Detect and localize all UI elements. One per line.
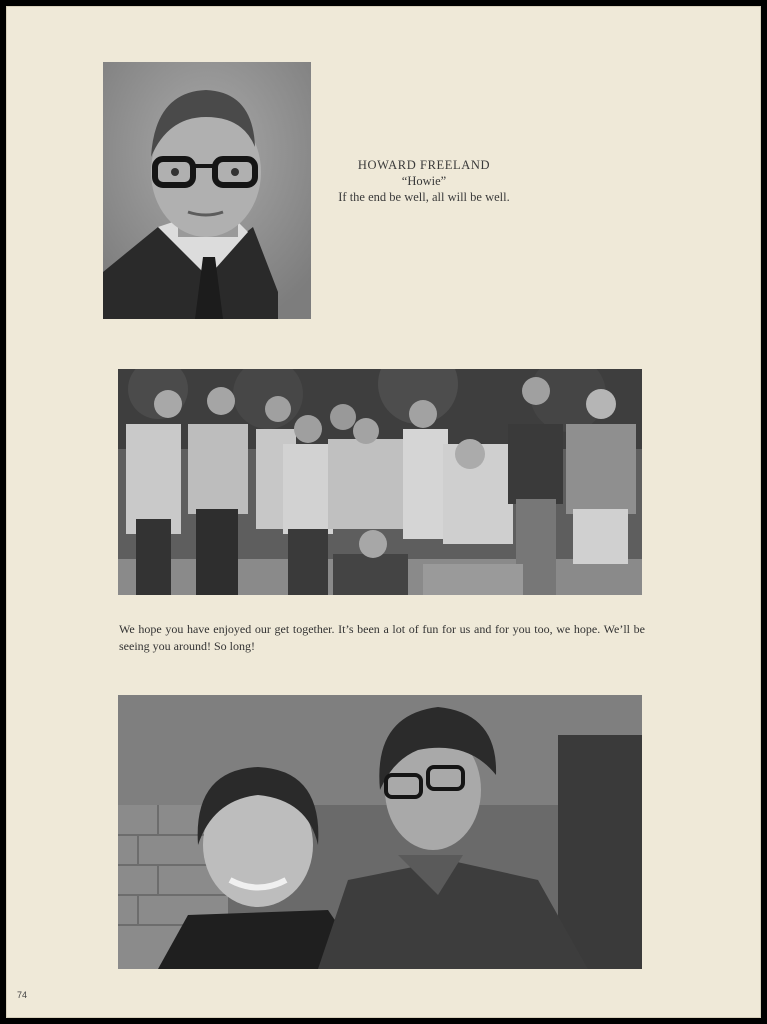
- farewell-message: We hope you have enjoyed our get together. It’s been a lot of fun for us and for you too, we hope. We’ll be seeing you around! So long!: [119, 622, 645, 653]
- student-quote: If the end be well, all will be well.: [338, 190, 510, 204]
- senior-portrait-photo: [103, 62, 311, 319]
- student-nickname: “Howie”: [401, 174, 447, 188]
- page-number: 74: [17, 990, 28, 1000]
- group-photo: [118, 369, 642, 595]
- student-name: HOWARD FREELAND: [357, 158, 491, 172]
- portrait-caption: [324, 157, 524, 205]
- candid-photo: [118, 695, 642, 969]
- yearbook-page: [6, 6, 761, 1018]
